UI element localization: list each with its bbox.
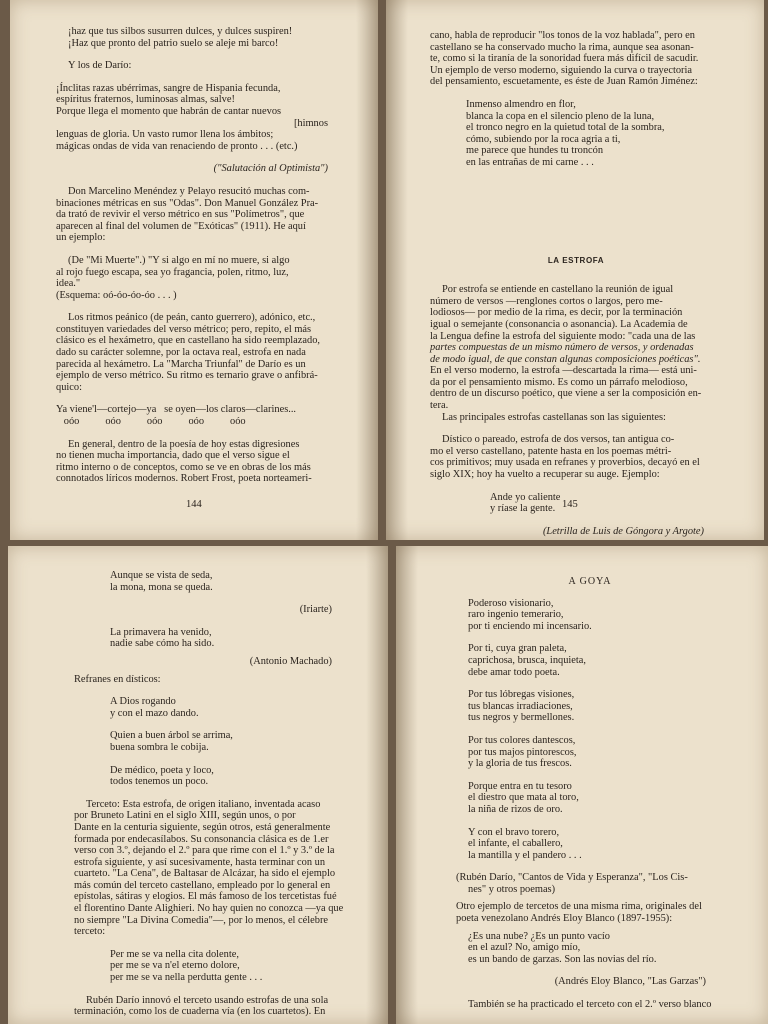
text-line: no tienen mucha importancia, dado que el verso sigue el xyxy=(56,450,290,462)
blank-line xyxy=(430,481,722,492)
text-line: Refranes en dísticos: xyxy=(74,673,161,685)
page-146 xyxy=(8,546,388,1024)
text-line: A Dios rogando xyxy=(110,696,176,708)
text-line: De médico, poeta y loco, xyxy=(110,764,214,776)
text-line: te, como si la tiranía de la sonoridad fuera más difícil de sacudir. xyxy=(430,53,699,65)
text-line: lenguas de gloria. Un vasto rumor llena los ámbitos; xyxy=(56,129,274,141)
blank-line xyxy=(74,616,350,627)
text-line: dado su carácter solemne, por la octava real, estrofa en nada xyxy=(56,347,306,359)
text-line: (Letrilla de Luis de Góngora y Argote) xyxy=(542,525,704,537)
text-line: (Esquema: oó-óo-óo-óo . . . ) xyxy=(56,289,177,301)
blank-line xyxy=(456,816,724,827)
page-147 xyxy=(396,546,768,1024)
blank-line xyxy=(430,515,722,526)
text-line: debe amar todo poeta. xyxy=(468,666,560,678)
text-line: blanca la copa en el silencio pleno de la luna, xyxy=(466,110,655,122)
text-line: Y con el bravo torero, xyxy=(468,826,560,838)
text-line: per me se va nella perdutta gente . . . xyxy=(110,972,263,984)
page-146-text xyxy=(74,570,350,1018)
blank-line xyxy=(456,770,724,781)
text-line: Por estrofa se entiende en castellano la reunión de igual xyxy=(442,284,674,296)
blank-line xyxy=(74,938,350,949)
text-line: ejemplo de verso métrico. Su ritmo es ternario grave o anfibrá- xyxy=(56,370,318,382)
text-line: (Iriarte) xyxy=(299,604,332,616)
blank-line xyxy=(456,861,724,872)
blank-line xyxy=(430,88,722,99)
text-line: Aunque se vista de seda, xyxy=(110,570,213,581)
blank-line xyxy=(456,632,724,643)
text-line: igual o semejante (consonancia o asonancia). La Academia de xyxy=(430,318,688,330)
text-line: formada por endecasílabos. Su consonancia clásica es de 1.er xyxy=(74,833,329,845)
text-line: me parece que hundes tu troncón xyxy=(466,145,604,157)
text-line: cano, habla de reproducir "los tonos de la voz hablada", pero en xyxy=(430,30,695,41)
blank-line xyxy=(456,965,724,976)
text-line: tera. xyxy=(430,400,449,412)
text-line: ritmo interno o de conceptos, como se ve en obras de los más xyxy=(56,461,311,473)
page-145-text xyxy=(430,30,722,537)
text-line: raro ingenio temerario, xyxy=(468,609,564,621)
text-line: la Lengua define la estrofa del siguiente modo: "cada una de las xyxy=(430,330,696,342)
text-line: (Andrés Eloy Blanco, "Las Garzas") xyxy=(554,976,706,988)
text-line: quico: xyxy=(56,381,82,393)
text-line: siglo XIX; hoy ha vuelto a recuperar su auge. Ejemplo: xyxy=(430,469,660,481)
blank-line xyxy=(74,754,350,765)
text-line: En general, dentro de la poesía de hoy estas digresiones xyxy=(68,438,300,450)
poem-title: A GOYA xyxy=(568,576,612,587)
text-line: Otro ejemplo de tercetos de una misma rima, originales del xyxy=(456,901,702,913)
text-line: Quien a buen árbol se arrima, xyxy=(110,730,233,742)
page-number: 144 xyxy=(186,499,202,510)
spine-shadow xyxy=(396,546,418,1024)
text-line: buena sombra le cobija. xyxy=(110,741,209,753)
text-line: Terceto: Esta estrofa, de origen italiano, inventada acaso xyxy=(86,798,321,810)
text-line: la mantilla y el pandero . . . xyxy=(468,849,582,861)
blank-line xyxy=(456,988,724,999)
text-line: el tronco negro en la quietud total de la sombra, xyxy=(466,122,665,134)
text-line: el infante, el caballero, xyxy=(468,838,563,850)
text-line: número de versos —renglones cortos o largos, pero me- xyxy=(430,295,663,307)
text-line: aparecen al final del volumen de "Exóticas" (1911). He aquí xyxy=(56,220,306,232)
text-line: per me se va n'el eterno dolore, xyxy=(110,960,240,972)
text-line: La primavera ha venido, xyxy=(110,626,212,638)
blank-line xyxy=(456,678,724,689)
text-line: ¿Es una nube? ¿Es un punto vacío xyxy=(468,930,610,942)
text-line: nes" y otros poemas) xyxy=(468,883,556,895)
section-heading: LA ESTROFA xyxy=(547,255,605,265)
text-line: más común del terceto castellano, empleado por lo general en xyxy=(74,879,331,891)
text-line: cómo, subiendo por la roca agria a ti, xyxy=(466,133,621,145)
text-line: También se ha practicado el terceto con el 2.º verso blanco xyxy=(468,999,712,1011)
text-line: terminación, como los de cuaderna vía (en los cuartetos). En xyxy=(74,1006,326,1018)
blank-line xyxy=(74,719,350,730)
text-line: Un ejemplo de verso moderno, siguiendo la curva o trayectoria xyxy=(430,64,692,76)
text-line: En el verso moderno, la estrofa —descartada la rima— está uni- xyxy=(430,365,697,377)
blank-line xyxy=(56,301,346,312)
text-line: parecida al hexámetro. La "Marcha Triunfal" de Darío es un xyxy=(56,358,306,370)
text-line: por ti enciendo mi incensario. xyxy=(468,620,592,632)
text-line: y con el mazo dando. xyxy=(110,707,199,719)
spine-shadow xyxy=(386,0,408,540)
text-line: al rojo fuego escapa, sea yo fragancia, polen, ritmo, luz, xyxy=(56,266,289,278)
text-line: ("Salutación al Optimista") xyxy=(213,163,328,175)
text-line: espíritus fraternos, luminosas almas, salve! xyxy=(56,94,235,106)
text-line: cos primitivos; muy usada en refranes y proverbios, decayó en el xyxy=(430,457,700,469)
text-line: binaciones métricas en sus "Odas". Don Manuel González Pra- xyxy=(56,197,319,209)
text-line: en las entrañas de mi carne . . . xyxy=(466,156,594,168)
text-line: castellano se ha conservado mucho la rima, aunque sea asonan- xyxy=(430,41,694,53)
blank-line xyxy=(56,49,346,60)
text-line: cuarteto. "La Cena", de Baltasar de Alcázar, ha sido el ejemplo xyxy=(74,868,336,880)
text-line: (Rubén Darío, "Cantos de Vida y Esperanza", "Los Cis- xyxy=(456,872,688,884)
text-line: verso con 3.º, dejando el 2.º para que rime con el 1.º y 3.º de la xyxy=(74,845,335,857)
page-147-lines xyxy=(456,598,724,1011)
text-line: y ríase la gente. xyxy=(490,503,556,515)
text-line: del pensamiento, escuetamente, es éste de Juan Ramón Jiménez: xyxy=(430,76,698,88)
blank-line xyxy=(56,244,346,255)
blank-line xyxy=(56,152,346,163)
text-line: de modo igual, de que constan algunas composiciones poéticas". xyxy=(430,353,701,365)
text-line: tus negros y bermellones. xyxy=(468,712,575,724)
text-line: el diestro que mata al toro, xyxy=(468,792,579,804)
text-line: Los ritmos peánico (de peán, canto guerrero), adónico, etc., xyxy=(68,312,316,324)
text-line: ¡haz que tus silbos susurren dulces, y dulces suspiren! xyxy=(68,26,293,37)
text-line: ¡Ínclitas razas ubérrimas, sangre de Hispania fecunda, xyxy=(56,82,281,94)
text-line: Don Marcelino Menéndez y Pelayo resucitó muchas com- xyxy=(68,185,310,197)
page-number: 145 xyxy=(562,499,578,510)
text-line: caprichosa, brusca, inquieta, xyxy=(468,654,587,666)
text-line: Poderoso visionario, xyxy=(468,597,554,609)
text-line: la niña de rizos de oro. xyxy=(468,803,563,815)
text-line: Por tus colores dantescos, xyxy=(468,734,576,746)
text-line: estrofa siguiente, y así sucesivamente, hasta terminar con un xyxy=(74,856,326,868)
text-line: lodiosos— por medio de la rima, es decir, por la terminación xyxy=(430,307,683,319)
blank-line xyxy=(74,788,350,799)
blank-line xyxy=(56,393,346,404)
text-line: connotados líricos modernos. Robert Frost, poeta norteameri- xyxy=(56,473,312,485)
text-line: la mona, mona se queda. xyxy=(110,581,213,593)
page-147-text xyxy=(456,576,724,1011)
text-line: mágicas ondas de vida van renaciendo de pronto . . . (etc.) xyxy=(56,140,298,152)
text-line: epístolas, sátiras y elogios. El más famoso de los tercetistas fué xyxy=(74,891,337,903)
spine-shadow xyxy=(366,546,388,1024)
text-line: en el azul? No, amigo mío, xyxy=(468,942,581,954)
text-line: Per me se va nella cita dolente, xyxy=(110,948,239,960)
text-line: Porque entra en tu tesoro xyxy=(468,780,572,792)
text-line: clásico es el hexámetro, que en castellano ha sido reemplazado, xyxy=(56,335,320,347)
text-line: todos tenemos un poco. xyxy=(110,776,209,788)
blank-line xyxy=(56,175,346,186)
text-line: tus blancas irradiaciones, xyxy=(468,700,573,712)
text-line: Por ti, cuya gran paleta, xyxy=(468,643,567,655)
text-line: un ejemplo: xyxy=(56,232,106,244)
text-line: dentro de un discurso poético, que viene a ser la composición en- xyxy=(430,388,702,400)
text-line: Porque llega el momento que habrán de cantar nuevos xyxy=(56,105,282,117)
text-line: da trató de revivir el verso métrico en sus "Polímetros", que xyxy=(56,209,305,221)
text-line: y la gloria de tus frescos. xyxy=(468,758,572,770)
text-line: [himnos xyxy=(293,117,328,129)
text-line: no siempre "La Divina Comedia"—, por lo menos, el célebre xyxy=(74,914,329,926)
text-line: mo el verso castellano, patente hasta en los poemas métri- xyxy=(430,445,672,457)
page-144 xyxy=(10,0,378,540)
text-line: el florentino Dante Alighieri. No hay quien no conozca —ya que xyxy=(74,903,344,915)
text-line: Dante en la centuria siguiente, según otros, está generalmente xyxy=(74,821,331,833)
text-line: Ande yo caliente xyxy=(490,491,561,503)
text-line: por tus majos pintorescos, xyxy=(468,746,577,758)
blank-line xyxy=(74,685,350,696)
text-line: (Antonio Machado) xyxy=(249,655,332,667)
text-line: oóo oóo oóo oóo oóo xyxy=(56,416,246,428)
text-line: (De "Mi Muerte".) "Y si algo en mí no muere, si algo xyxy=(68,254,290,266)
text-line: Inmenso almendro en flor, xyxy=(466,98,576,110)
text-line: ¡Haz que pronto del patrio suelo se aleje mi barco! xyxy=(68,37,279,49)
blank-line xyxy=(56,428,346,439)
blank-line xyxy=(74,984,350,995)
text-line: Ya viene'l—cortejo—ya se oyen—los claros—clarines... xyxy=(56,404,297,416)
text-line: Por tus lóbregas visiones, xyxy=(468,689,575,701)
page-144-text xyxy=(56,26,346,485)
text-line: Y los de Darío: xyxy=(68,60,132,72)
text-line: constituyen variedades del verso métrico; pero, repito, el más xyxy=(56,323,312,335)
blank-line xyxy=(74,593,350,604)
text-line: Rubén Darío innovó el terceto usando estrofas de una sola xyxy=(86,994,329,1006)
blank-line xyxy=(456,724,724,735)
blank-line xyxy=(430,423,722,434)
page-145-top-text xyxy=(430,30,722,169)
text-line: poeta venezolano Andrés Eloy Blanco (1897-1955): xyxy=(456,913,673,925)
spine-shadow xyxy=(356,0,378,540)
text-line: partes compuestas de un mismo número de versos, y ordenadas xyxy=(430,342,694,354)
page-145 xyxy=(386,0,764,540)
text-line: da por el pensamiento mismo. Es como un párrafo melodioso, xyxy=(430,376,688,388)
text-line: nadie sabe cómo ha sido. xyxy=(110,638,215,650)
text-line: por Bruneto Latini en el siglo XIII, según unos, o por xyxy=(74,810,296,822)
text-line: idea." xyxy=(56,278,81,290)
text-line: Las principales estrofas castellanas son las siguientes: xyxy=(442,411,666,423)
text-line: es un bando de garzas. Son las novias del río. xyxy=(468,953,657,965)
text-line: Dístico o pareado, estrofa de dos versos, tan antigua co- xyxy=(442,434,675,446)
text-line: terceto: xyxy=(74,926,106,938)
blank-line xyxy=(56,72,346,83)
